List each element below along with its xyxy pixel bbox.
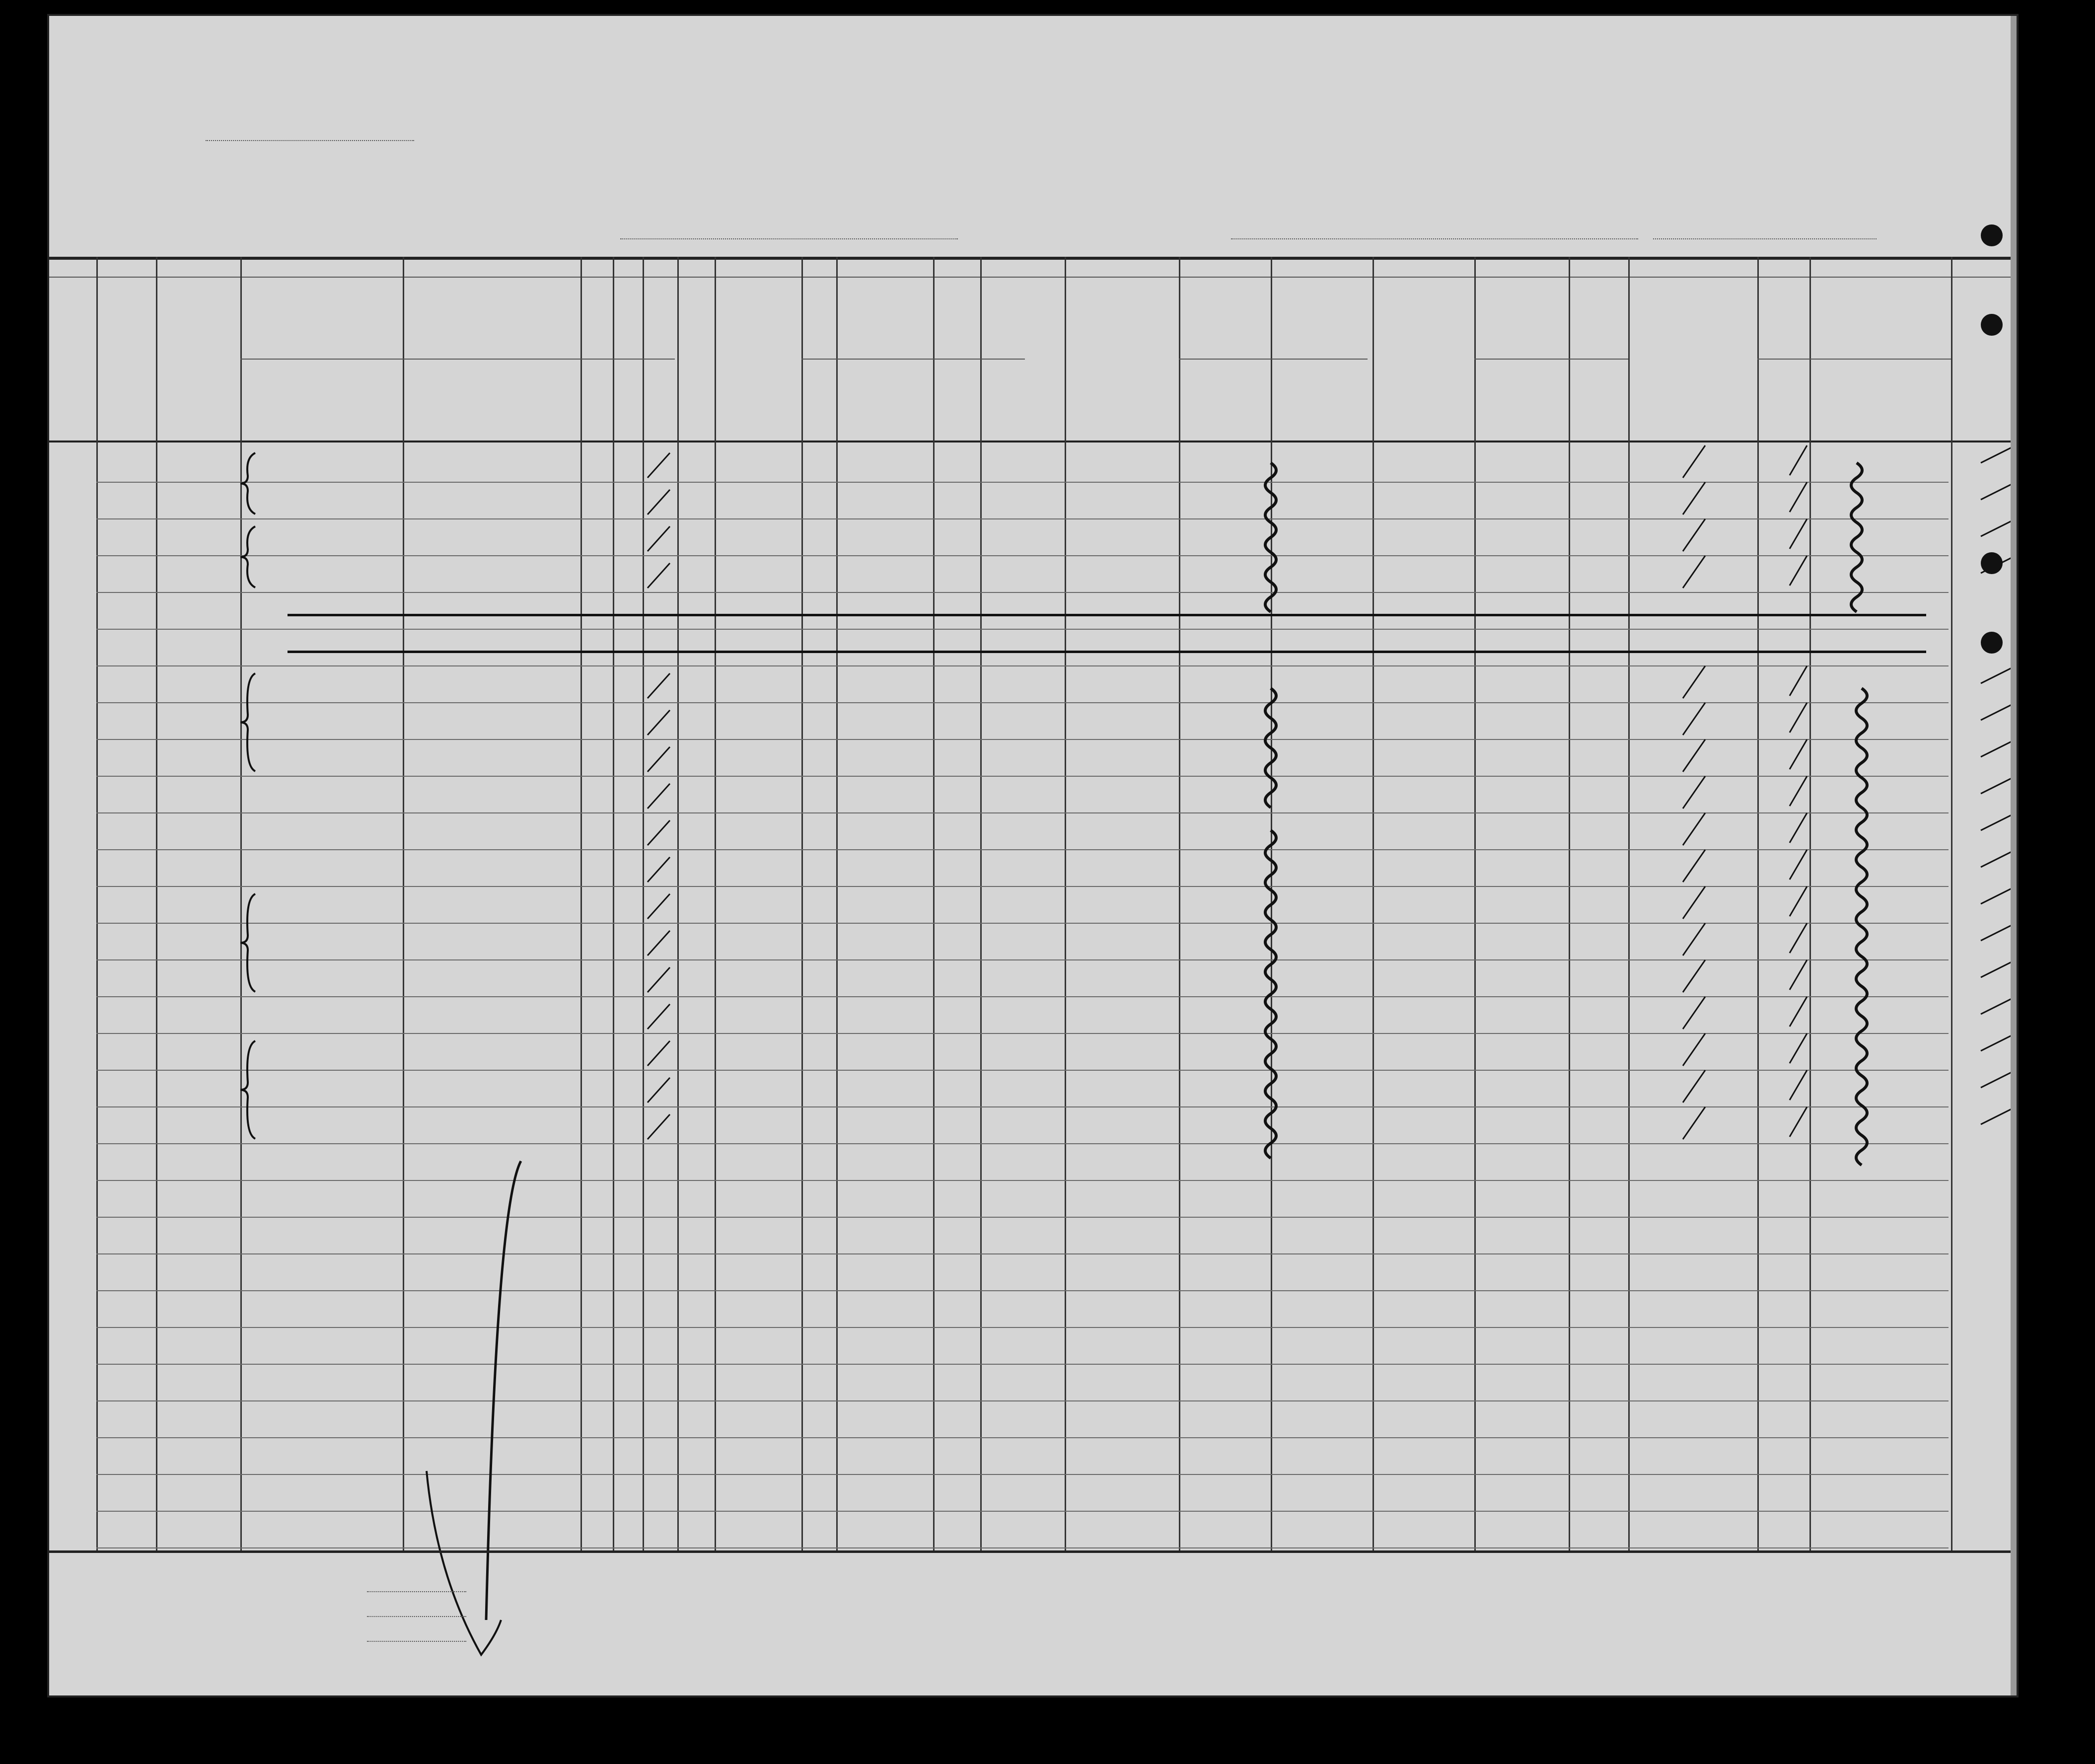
column-rule xyxy=(1757,257,1759,1550)
check-tick xyxy=(1683,960,1705,992)
row-rule xyxy=(96,518,1949,519)
row-rule xyxy=(96,665,1949,666)
footer-rule xyxy=(49,1550,2019,1553)
header-bottom-rule xyxy=(49,441,2019,442)
check-tick xyxy=(1790,997,1807,1027)
check-tick xyxy=(1683,850,1705,882)
ditto-wavy-line xyxy=(1851,463,1862,612)
manifest-sheet xyxy=(47,14,2019,1697)
column-rule xyxy=(1065,257,1066,1550)
column-rule xyxy=(1271,257,1272,1550)
check-tick xyxy=(648,967,670,992)
column-rule xyxy=(801,257,803,1550)
punch-hole xyxy=(1981,552,2003,574)
check-tick xyxy=(1683,997,1705,1029)
column-rule xyxy=(96,257,98,1550)
check-tick xyxy=(1683,666,1705,698)
strike-through xyxy=(288,651,1926,653)
row-rule xyxy=(96,1033,1949,1034)
right-edge xyxy=(2011,16,2017,1697)
row-rule xyxy=(96,1327,1949,1328)
check-tick xyxy=(648,526,670,551)
check-tick xyxy=(1683,1070,1705,1102)
check-tick xyxy=(1683,556,1705,588)
check-tick xyxy=(648,857,670,882)
check-tick xyxy=(1790,703,1807,733)
column-rule xyxy=(580,257,582,1550)
family-bracket xyxy=(240,894,255,992)
row-rule xyxy=(96,1511,1949,1512)
punch-hole xyxy=(1981,224,2003,246)
check-tick xyxy=(1790,850,1807,880)
column-rule xyxy=(980,257,982,1550)
row-rule xyxy=(96,959,1949,960)
check-tick xyxy=(648,1078,670,1102)
check-tick xyxy=(1683,445,1705,478)
check-tick xyxy=(648,1041,670,1066)
check-tick xyxy=(1683,813,1705,845)
row-rule xyxy=(96,592,1949,593)
column-rule xyxy=(1373,257,1374,1550)
handwritten-marks xyxy=(49,16,2019,1697)
total-line xyxy=(367,1591,466,1592)
aliens-line xyxy=(367,1641,466,1642)
birth-subrule xyxy=(1179,359,1368,360)
check-tick xyxy=(1790,1107,1807,1137)
row-rule xyxy=(96,812,1949,813)
able-subrule xyxy=(801,359,1025,360)
check-tick xyxy=(1790,666,1807,696)
check-tick xyxy=(648,784,670,808)
check-tick xyxy=(1790,776,1807,806)
column-rule xyxy=(677,257,679,1550)
check-tick xyxy=(648,1114,670,1139)
check-tick xyxy=(1790,739,1807,769)
column-rule xyxy=(715,257,716,1550)
row-rule xyxy=(96,923,1949,924)
column-rule xyxy=(1809,257,1811,1550)
check-tick xyxy=(648,747,670,772)
check-tick xyxy=(1790,1070,1807,1100)
check-tick xyxy=(1683,482,1705,514)
row-rule xyxy=(96,776,1949,777)
check-tick xyxy=(648,453,670,478)
citizens-line xyxy=(367,1616,466,1617)
check-tick xyxy=(1790,1033,1807,1063)
column-rule xyxy=(933,257,935,1550)
check-tick xyxy=(648,673,670,698)
check-tick xyxy=(1683,1033,1705,1066)
ditto-wavy-line xyxy=(1856,688,1867,1165)
column-rule xyxy=(836,257,838,1550)
column-rule xyxy=(643,257,644,1550)
check-tick xyxy=(1790,813,1807,843)
check-tick xyxy=(1790,482,1807,512)
check-tick xyxy=(648,894,670,919)
column-rule xyxy=(240,257,242,1550)
row-rule xyxy=(96,482,1949,483)
cancel-line xyxy=(427,1471,501,1655)
row-rule xyxy=(96,1253,1949,1254)
column-rule xyxy=(156,257,157,1550)
family-bracket xyxy=(240,1041,255,1139)
check-tick xyxy=(648,563,670,588)
family-bracket xyxy=(240,673,255,771)
check-tick xyxy=(648,490,670,514)
column-rule xyxy=(1569,257,1570,1550)
row-rule xyxy=(96,1106,1949,1107)
family-bracket xyxy=(240,526,255,588)
row-rule xyxy=(96,1217,1949,1218)
punch-hole xyxy=(1981,314,2003,336)
check-tick xyxy=(1683,739,1705,772)
row-rule xyxy=(96,702,1949,703)
date-underline xyxy=(1653,238,1877,239)
row-rule xyxy=(96,886,1949,887)
row-rule xyxy=(96,1143,1949,1144)
column-rule xyxy=(1474,257,1476,1550)
check-tick xyxy=(1683,886,1705,919)
family-bracket xyxy=(240,453,255,514)
row-rule xyxy=(96,996,1949,997)
age-subrule xyxy=(580,359,675,360)
check-tick xyxy=(648,1004,670,1029)
ship-underline xyxy=(620,238,958,239)
row-rule xyxy=(96,629,1949,630)
check-tick xyxy=(648,820,670,845)
check-tick xyxy=(1790,519,1807,549)
row-rule xyxy=(96,1364,1949,1365)
row-rule xyxy=(96,1474,1949,1475)
list-underline xyxy=(206,140,414,141)
issued-subrule xyxy=(1474,359,1628,360)
check-tick xyxy=(1790,960,1807,990)
check-tick xyxy=(1683,703,1705,735)
colnum-rule xyxy=(49,277,2019,278)
row-rule xyxy=(96,849,1949,850)
punch-hole xyxy=(1981,632,2003,654)
row-rule xyxy=(96,1180,1949,1181)
row-rule xyxy=(96,739,1949,740)
port-underline xyxy=(1231,238,1638,239)
table-top-rule xyxy=(49,257,2019,260)
row-rule xyxy=(96,555,1949,556)
check-tick xyxy=(1683,519,1705,551)
column-rule xyxy=(613,257,614,1550)
check-tick xyxy=(1790,923,1807,953)
row-rule xyxy=(96,1290,1949,1291)
check-tick xyxy=(648,710,670,735)
check-tick xyxy=(1683,923,1705,956)
column-rule xyxy=(1179,257,1180,1550)
row-rule xyxy=(96,1070,1949,1071)
check-tick xyxy=(1790,445,1807,475)
row-rule xyxy=(96,1437,1949,1438)
row-rule xyxy=(96,1547,1949,1548)
column-rule xyxy=(403,257,404,1550)
check-tick xyxy=(648,931,670,956)
check-tick xyxy=(1683,1107,1705,1139)
res-subrule xyxy=(1757,359,1951,360)
column-rule xyxy=(1628,257,1630,1550)
check-tick xyxy=(1683,776,1705,808)
row-rule xyxy=(96,1400,1949,1401)
strike-through xyxy=(288,614,1926,616)
name-subrule xyxy=(240,359,580,360)
column-rule xyxy=(1951,257,1952,1550)
check-tick xyxy=(1790,556,1807,586)
check-tick xyxy=(1790,886,1807,916)
